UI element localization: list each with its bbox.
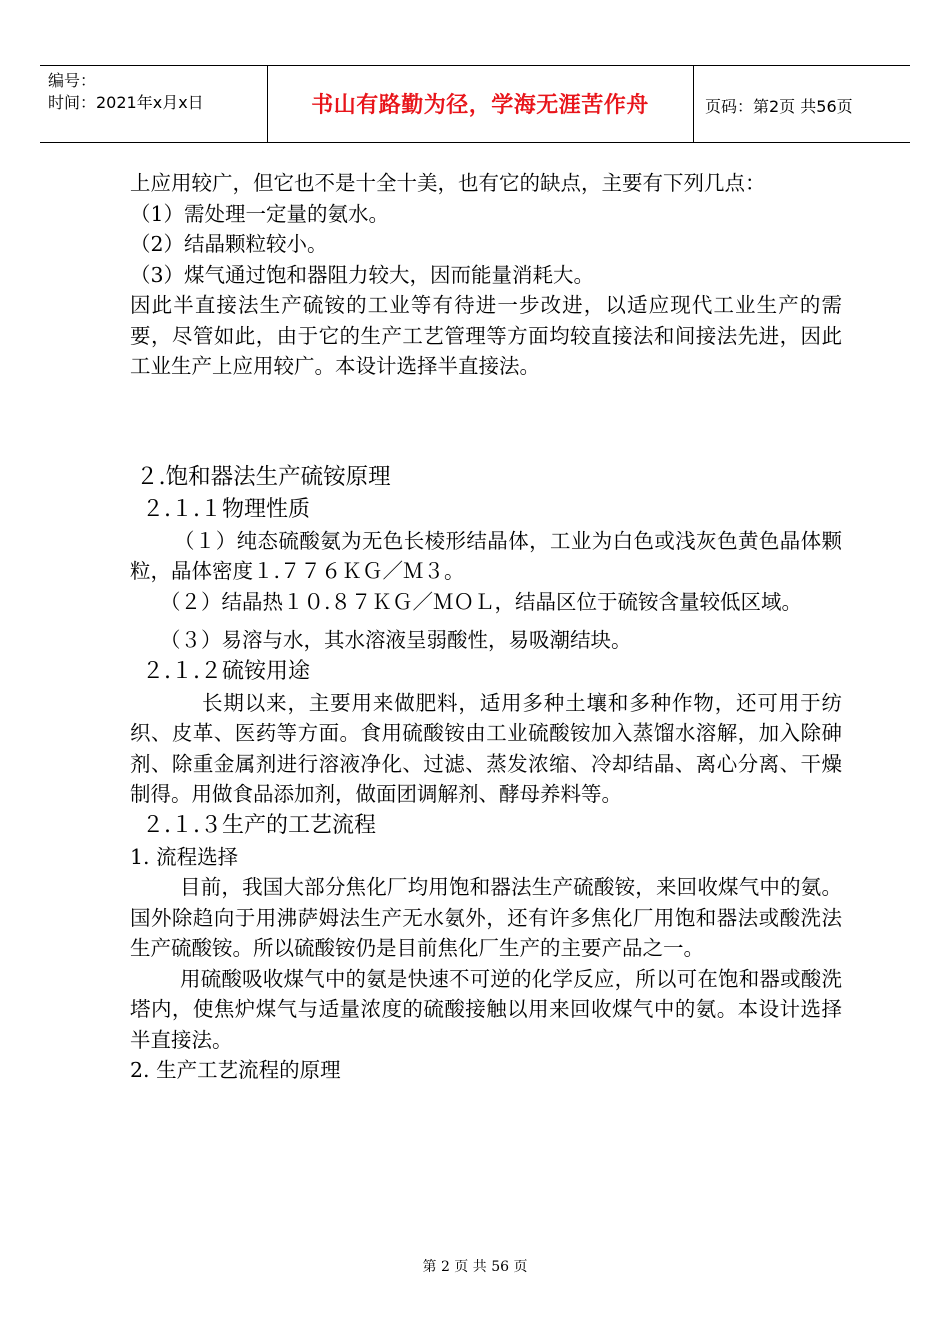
paragraph: 目前，我国大部分焦化厂均用饱和器法生产硫酸铵，来回收煤气中的氨。国外除趋向于用沸萨姆法生产无水氨外，还有许多焦化厂用饱和器法或酸洗法生产硫酸铵。所以硫酸铵仍是目前焦化厂生产的主要产品之一。 xyxy=(130,875,842,960)
subsection-heading: ２.１.３生产的工艺流程 xyxy=(142,812,376,838)
subsection-heading: ２.１.２硫铵用途 xyxy=(142,658,310,684)
page-header xyxy=(40,65,910,143)
paragraph: （１）纯态硫酸氨为无色长棱形结晶体，工业为白色或浅灰色黄色晶体颗粒，晶体密度１.７７６ＫＧ／Ｍ３。 xyxy=(130,528,842,583)
header-motto: 书山有路勤为径，学海无涯苦作舟 xyxy=(311,93,649,118)
paragraph: 用硫酸吸收煤气中的氨是快速不可逆的化学反应，所以可在饱和器或酸洗塔内，使焦炉煤气与适量浓度的硫酸接触以用来回收煤气中的氨。本设计选择半直接法。 xyxy=(130,966,842,1052)
spacer xyxy=(130,617,842,625)
list-item: 1. 流程选择 xyxy=(130,844,239,869)
spacer xyxy=(130,382,842,460)
paragraph: 上应用较广，但它也不是十全十美，也有它的缺点，主要有下列几点： xyxy=(130,171,766,195)
list-item: （3）煤气通过饱和器阻力较大，因而能量消耗大。 xyxy=(130,262,595,287)
list-item: （2）结晶颗粒较小。 xyxy=(130,232,328,256)
page-footer: 第 2 页 共 56 页 xyxy=(422,1259,528,1275)
paragraph: （３）易溶与水，其水溶液呈弱酸性，易吸潮结块。 xyxy=(160,628,632,652)
document-number-label: 编号： xyxy=(48,71,97,90)
paragraph: 长期以来，主要用来做肥料，适用多种土壤和多种作物，还可用于纺织、皮革、医药等方面。食用硫酸铵由工业硫酸铵加入蒸馏水溶解，加入除砷剂、除重金属剂进行溶液净化、过滤、蒸发浓缩、冷却结晶、离心分离、干燥制得。用做食品添加剂，做面团调解剂、酵母养料等。 xyxy=(130,690,842,806)
header-meta xyxy=(48,70,204,114)
paragraph: （２）结晶热１０.８７ＫＧ／ＭＯＬ，结晶区位于硫铵含量较低区域。 xyxy=(160,589,803,614)
list-item: 2. 生产工艺流程的原理 xyxy=(130,1058,341,1082)
paragraph: 因此半直接法生产硫铵的工业等有待进一步改进，以适应现代工业生产的需要，尽管如此，由于它的生产工艺管理等方面均较直接法和间接法先进，因此工业生产上应用较广。本设计选择半直接法。 xyxy=(130,293,842,378)
document-time-label: 时间：2021年x月x日 xyxy=(48,93,204,112)
section-heading: ２.饱和器法生产硫铵原理 xyxy=(136,463,391,490)
header-page-label: 页码：第2页 共56页 xyxy=(705,97,853,116)
list-item: （1）需处理一定量的氨水。 xyxy=(130,201,390,226)
subsection-heading: ２.１.１物理性质 xyxy=(142,496,310,522)
document-body xyxy=(130,168,842,1086)
header-divider xyxy=(693,66,694,142)
